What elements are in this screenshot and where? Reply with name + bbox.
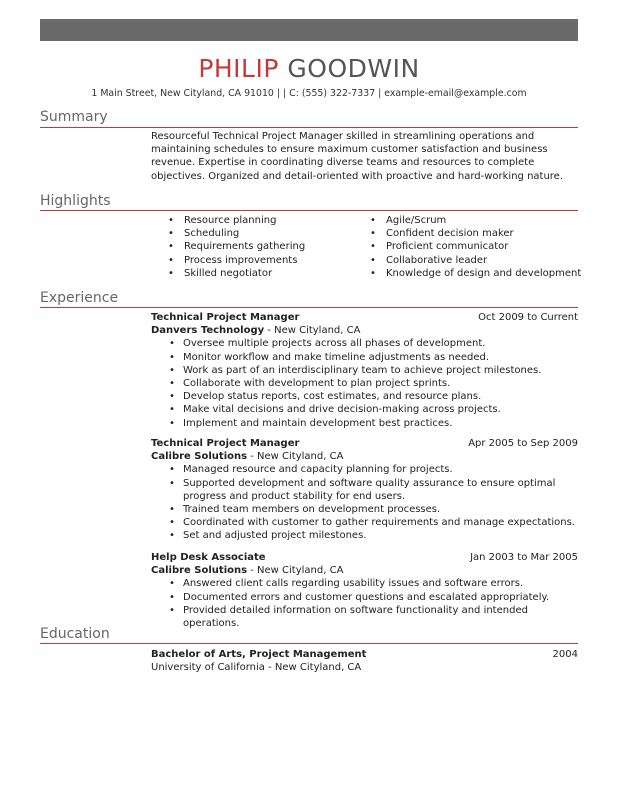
job-location: - New Cityland, CA (247, 565, 344, 577)
company-name: Calibre Solutions (151, 565, 248, 577)
job-title: Technical Project Manager (151, 438, 300, 449)
list-item: • Knowledge of design and development (370, 267, 581, 280)
job-duties (151, 577, 578, 630)
job-dates: Oct 2009 to Current (478, 312, 578, 323)
list-item: • Confident decision maker (370, 227, 581, 240)
job-entry (151, 437, 578, 543)
header-bar (40, 19, 578, 41)
section-title-highlights: Highlights (40, 193, 111, 209)
list-item: • Process improvements (168, 254, 305, 267)
job-location: - New Cityland, CA (247, 451, 344, 463)
list-item: • Managed resource and capacity planning for projects. (151, 463, 578, 476)
candidate-name (0, 54, 618, 84)
job-duties (151, 463, 578, 542)
company-name: Danvers Technology (151, 325, 265, 337)
graduation-year: 2004 (552, 649, 578, 660)
section-divider (40, 210, 578, 211)
job-duties (151, 337, 578, 429)
education-entry (151, 648, 578, 674)
list-item: • Provided detailed information on software functionality and intended operations. (151, 604, 578, 630)
degree: Bachelor of Arts, Project Management (151, 649, 367, 660)
list-item: • Oversee multiple projects across all phases of development. (151, 337, 578, 350)
list-item: • Agile/Scrum (370, 214, 581, 227)
job-dates: Apr 2005 to Sep 2009 (468, 438, 578, 449)
job-title: Help Desk Associate (151, 552, 266, 563)
job-entry (151, 551, 578, 630)
list-item: • Requirements gathering (168, 240, 305, 253)
list-item: • Skilled negotiator (168, 267, 305, 280)
section-divider (40, 307, 578, 308)
list-item: • Answered client calls regarding usability issues and software errors. (151, 577, 578, 590)
section-title-summary: Summary (40, 109, 108, 125)
list-item: • Supported development and software quality assurance to ensure optimal progress and product stability for end users. (151, 477, 578, 503)
section-title-experience: Experience (40, 290, 119, 306)
first-name: PHILIP (198, 54, 279, 83)
highlights-list-right (370, 214, 581, 280)
highlights-list-left (168, 214, 305, 280)
list-item: • Proficient communicator (370, 240, 581, 253)
list-item: • Collaborate with development to plan project sprints. (151, 377, 578, 390)
job-entry (151, 311, 578, 430)
section-divider (40, 643, 578, 644)
list-item: • Collaborative leader (370, 254, 581, 267)
job-title: Technical Project Manager (151, 312, 300, 323)
list-item: • Resource planning (168, 214, 305, 227)
job-dates: Jan 2003 to Mar 2005 (470, 552, 578, 563)
list-item: • Monitor workflow and make timeline adjustments as needed. (151, 351, 578, 364)
summary-text: Resourceful Technical Project Manager skilled in streamlining operations and maintaining schedules to ensure maximum customer satisfaction and business revenue. Expertise in coordinating diverse teams and resources to complete objectives. Organized and detail-oriented with proactive and hard-working nature. (151, 131, 564, 182)
section-divider (40, 127, 578, 128)
school: University of California - New Cityland, CA (151, 662, 362, 674)
list-item: • Work as part of an interdisciplinary team to achieve project milestones. (151, 364, 578, 377)
list-item: • Scheduling (168, 227, 305, 240)
list-item: • Make vital decisions and drive decision-making across projects. (151, 403, 578, 416)
list-item: • Implement and maintain development best practices. (151, 417, 578, 430)
list-item: • Trained team members on development processes. (151, 503, 578, 516)
list-item: • Set and adjusted project milestones. (151, 529, 578, 542)
company-name: Calibre Solutions (151, 451, 248, 463)
list-item: • Develop status reports, cost estimates, and resource plans. (151, 390, 578, 403)
section-title-education: Education (40, 626, 110, 642)
list-item: • Documented errors and customer questions and escalated appropriately. (151, 591, 578, 604)
job-location: - New Cityland, CA (264, 325, 361, 337)
contact-line: 1 Main Street, New Cityland, CA 91010 | | C: (555) 322-7337 | example-email@example.com (91, 88, 527, 99)
list-item: • Coordinated with customer to gather requirements and manage expectations. (151, 516, 578, 529)
last-name: GOODWIN (287, 54, 420, 83)
